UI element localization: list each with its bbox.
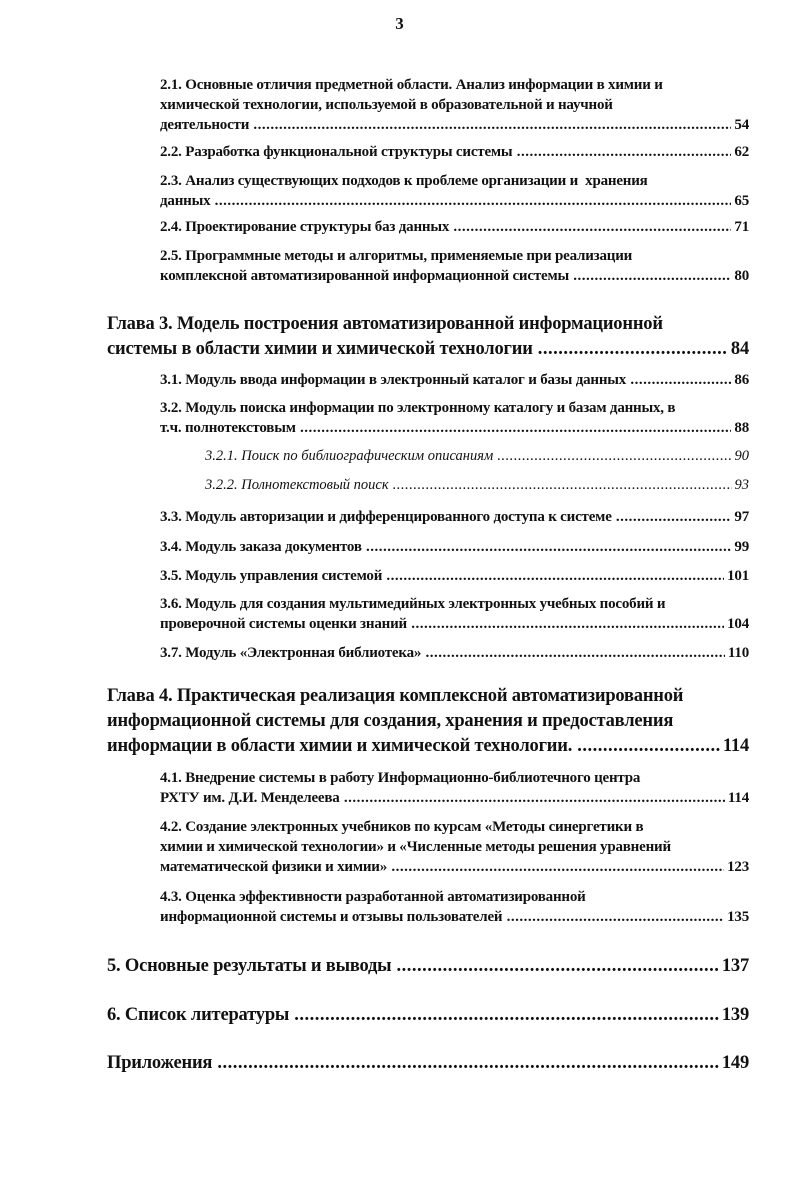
toc-entry-3-4 [160,537,749,557]
toc-entry-title: 3.1. Модуль ввода информации в электронный каталог и базы данных ..... [160,372,749,388]
toc-entry-page: 90 [732,446,750,466]
toc-entry-title: 3.4. Модуль заказа документов ..... [160,539,749,555]
toc-entry-page: 101 [724,566,749,586]
toc-entry-title: 2.3. Анализ существующих подходов к проблеме организации и хранения данных ..... [160,173,749,209]
toc-entry-page: 65 [731,191,749,211]
toc-chapter-4 [107,684,749,759]
toc-entry-title: 6. Список литературы ..... [107,1005,749,1025]
toc-entry-title: 4.1. Внедрение системы в работу Информационно-библиотечного центра РХТУ им. Д.И. Менделеева ..... [160,770,749,806]
page-number: 3 [395,14,404,33]
toc-entry-4-1 [160,768,749,808]
toc-entry-4-2 [160,817,749,877]
toc-entry-page: 104 [724,614,749,634]
toc-entry-3-2-2 [205,475,749,495]
toc-entry-page: 99 [731,537,749,557]
toc-entry-page: 88 [731,418,749,438]
toc-entry-page: 71 [731,217,749,237]
toc-entry-page: 62 [731,142,749,162]
toc-entry-title: 3.2. Модуль поиска информации по электронному каталогу и базам данных, в т.ч. полнотекстовым ..... [160,400,749,436]
toc-entry-title: 2.1. Основные отличия предметной области. Анализ информации в химии и химической технологии, используемой в образовательной и научной деятельности ..... [160,77,749,133]
toc-entry-page: 84 [728,337,749,362]
toc-entry-page: 97 [731,507,749,527]
toc-entry-title: 3.5. Модуль управления системой ..... [160,568,749,584]
toc-chapter-3 [107,312,749,362]
toc-entry-page: 110 [725,643,749,663]
toc-entry-2-1 [160,75,749,135]
toc-entry-3-2 [160,398,749,438]
toc-entry-title: 2.4. Проектирование структуры баз данных ..... [160,219,749,235]
toc-entry-page: 114 [725,788,749,808]
toc-section-5 [107,954,749,979]
toc-entry-page: 139 [719,1003,749,1028]
toc-entry-3-6 [160,594,749,634]
toc-entry-title: 2.2. Разработка функциональной структуры системы ..... [160,144,749,160]
toc-entry-2-5 [160,246,749,286]
toc-entry-page: 54 [731,115,749,135]
toc-entry-2-2 [160,142,749,162]
toc-entry-page: 135 [724,907,749,927]
toc-entry-title: 3.2.2. Полнотекстовый поиск ..... [205,477,749,493]
toc-entry-3-3 [160,507,749,527]
toc-entry-3-7 [160,643,749,663]
toc-entry-page: 93 [732,475,750,495]
toc-section-6 [107,1003,749,1028]
toc-entry-title: 4.3. Оценка эффективности разработанной автоматизированной информационной системы и отзывы пользователей ..... [160,889,749,925]
toc-entry-title: 3.7. Модуль «Электронная библиотека» ..... [160,645,749,661]
toc-entry-title: 3.6. Модуль для создания мультимедийных электронных учебных пособий и проверочной системы оценки знаний ..... [160,596,749,632]
toc-entry-title: Приложения ..... [107,1053,749,1073]
toc-entry-title: 2.5. Программные методы и алгоритмы, применяемые при реализации комплексной автоматизированной информационной системы ..... [160,248,749,284]
toc-entry-title: 5. Основные результаты и выводы ..... [107,956,749,976]
toc-entry-2-3 [160,171,749,211]
toc-entry-page: 86 [731,370,749,390]
toc-entry-3-2-1 [205,446,749,466]
toc-entry-title: Глава 4. Практическая реализация комплексной автоматизированной информационной системы для создания, хранения и предоставления информации в области химии и химической технологии. ..... [107,686,749,756]
toc-entry-4-3 [160,887,749,927]
toc-entry-page: 123 [724,857,749,877]
toc-entry-page: 149 [719,1051,749,1076]
toc-entry-page: 114 [720,734,749,759]
toc-entry-2-4 [160,217,749,237]
toc-entry-title: 4.2. Создание электронных учебников по курсам «Методы синергетики в химии и химической технологии» и «Численные методы решения уравнений математической физики и химии» ..... [160,819,749,875]
toc-appendices [107,1051,749,1076]
toc-entry-page: 80 [731,266,749,286]
toc-entry-title: Глава 3. Модель построения автоматизированной информационной системы в области химии и химической технологии ..... [107,314,749,359]
toc-entry-page: 137 [719,954,749,979]
toc-entry-3-5 [160,566,749,586]
toc-entry-title: 3.3. Модуль авторизации и дифференцированного доступа к системе ..... [160,509,749,525]
toc-entry-3-1 [160,370,749,390]
toc-entry-title: 3.2.1. Поиск по библиографическим описаниям ..... [205,448,749,464]
